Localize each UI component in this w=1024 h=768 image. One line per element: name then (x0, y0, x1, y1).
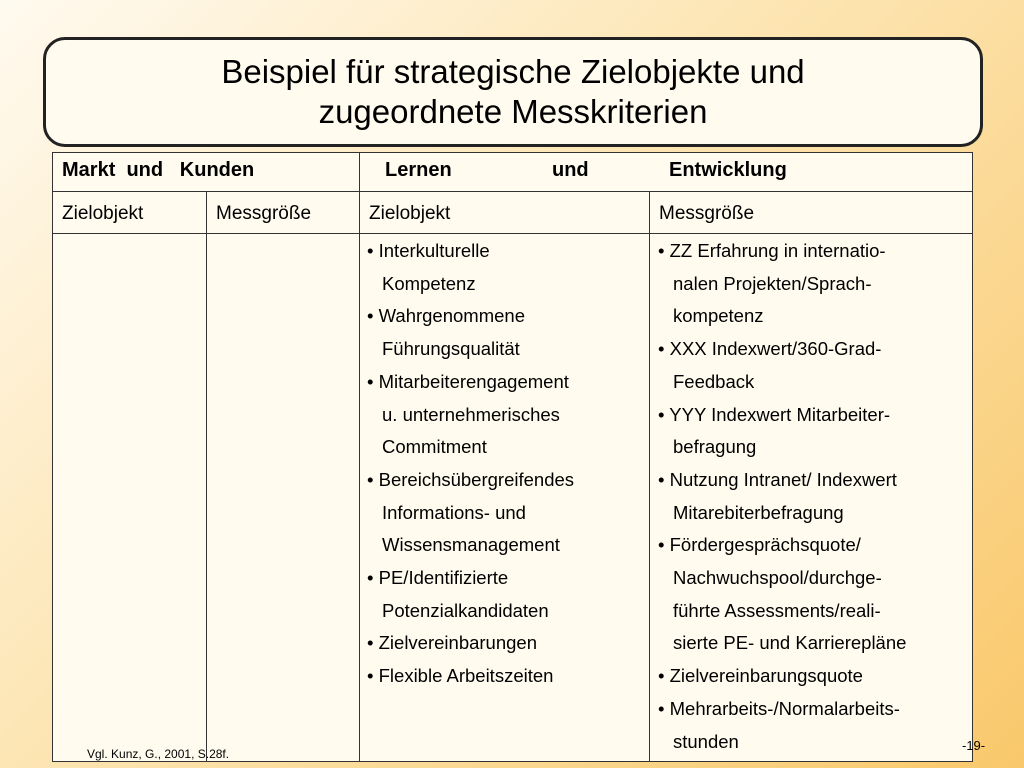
messgroesse-item-text: ZZ Erfahrung in internatio- (669, 240, 886, 261)
slide-title-line-1: Beispiel für strategische Zielobjekte und (221, 53, 805, 90)
bullet-icon: • (367, 632, 374, 654)
citation: Vgl. Kunz, G., 2001, S.28f. (87, 747, 230, 761)
zielobjekt-item-text: Zielvereinbarungen (378, 632, 538, 654)
group-header-part-1: Lernen (385, 159, 452, 181)
bullet-icon: • (367, 567, 374, 589)
messgroesse-item-text: YYY Indexwert Mitarbeiter- (669, 403, 891, 425)
divider-left (206, 192, 207, 761)
zielobjekt-item-continuation: u. unternehmerisches (382, 403, 560, 425)
zielobjekt-item-continuation: Wissensmanagement (382, 534, 560, 556)
messgroesse-item-continuation: führte Assessments/reali- (673, 599, 881, 621)
messgroesse-item-continuation: Mitarebiterbefragung (673, 501, 844, 523)
lernen-zielobjekt-list (367, 235, 574, 693)
zielobjekt-item (367, 300, 574, 333)
bullet-icon: • (658, 240, 665, 261)
messgroesse-item-continuation: sierte PE- und Karrierepläne (673, 632, 907, 654)
group-header-markt-kunden: Markt und Kunden (62, 159, 255, 181)
bullet-icon: • (367, 305, 374, 327)
zielobjekt-item-text: PE/Identifizierte (378, 567, 509, 589)
zielobjekt-item-text: Flexible Arbeitszeiten (378, 665, 554, 687)
messgroesse-item (658, 399, 906, 432)
bullet-icon: • (367, 468, 374, 490)
messgroesse-item-text: Fördergesprächsquote/ (669, 534, 861, 556)
messgroesse-item (658, 464, 906, 497)
messgroesse-item-continuation: befragung (673, 436, 757, 458)
zielobjekt-item-text: Wahrgenommene (378, 305, 525, 327)
messgroesse-item-continuation: Feedback (673, 370, 755, 392)
zielobjekt-item (367, 627, 574, 660)
group-header-part-3: Entwicklung (669, 159, 787, 181)
divider-right (649, 192, 650, 761)
subheader-messgroesse-2: Messgröße (659, 203, 755, 224)
messgroesse-item-continuation: nalen Projekten/Sprach- (673, 272, 872, 294)
messgroesse-item (658, 660, 906, 693)
bullet-icon: • (367, 370, 374, 392)
zielobjekt-item (367, 660, 574, 693)
messgroesse-item-continuation: stunden (673, 730, 739, 752)
subheader-zielobjekt-1: Zielobjekt (62, 203, 144, 224)
messgroesse-item (658, 333, 906, 366)
bullet-icon: • (658, 665, 665, 687)
bullet-icon: • (367, 240, 374, 261)
subheader-messgroesse-1: Messgröße (216, 203, 312, 224)
messgroesse-item (658, 693, 906, 726)
zielobjekt-item (367, 464, 574, 497)
subheader-row (53, 192, 972, 234)
bullet-icon: • (658, 338, 665, 360)
bullet-icon: • (658, 534, 665, 556)
subheader-zielobjekt-2: Zielobjekt (369, 203, 451, 224)
messgroesse-item (658, 529, 906, 562)
slide-title-line-2: zugeordnete Messkriterien (318, 93, 708, 130)
zielobjekt-item-text: Mitarbeiterengagement (378, 370, 569, 392)
bullet-icon: • (367, 665, 374, 687)
lernen-messgroesse-list (658, 235, 906, 758)
messgroesse-item-text: XXX Indexwert/360-Grad- (669, 338, 882, 360)
zielobjekt-item (367, 562, 574, 595)
bullet-icon: • (658, 468, 665, 490)
bullet-icon: • (658, 697, 665, 719)
group-header-part-2: und (552, 159, 589, 181)
zielobjekt-item-continuation: Führungsqualität (382, 338, 520, 360)
zielobjekt-item (367, 235, 574, 268)
divider-main (359, 153, 360, 761)
zielobjekt-item-text: Interkulturelle (378, 240, 490, 261)
messgroesse-item-text: Nutzung Intranet/ Indexwert (669, 468, 897, 490)
messgroesse-item-text: Mehrarbeits-/Normalarbeits- (669, 697, 900, 719)
messgroesse-item (658, 235, 906, 268)
zielobjekt-item-text: Bereichsübergreifendes (378, 468, 575, 490)
messgroesse-item-continuation: kompetenz (673, 305, 764, 327)
messgroesse-item-text: Zielvereinbarungsquote (669, 665, 863, 687)
measurement-table (52, 152, 973, 762)
zielobjekt-item-continuation: Kompetenz (382, 272, 476, 294)
title-box (43, 37, 983, 147)
page-number: -19- (962, 738, 986, 753)
zielobjekt-item (367, 366, 574, 399)
zielobjekt-item-continuation: Informations- und (382, 501, 526, 523)
zielobjekt-item-continuation: Commitment (382, 436, 487, 458)
messgroesse-item-continuation: Nachwuchspool/durchge- (673, 567, 882, 589)
zielobjekt-item-continuation: Potenzialkandidaten (382, 599, 549, 621)
bullet-icon: • (658, 403, 665, 425)
